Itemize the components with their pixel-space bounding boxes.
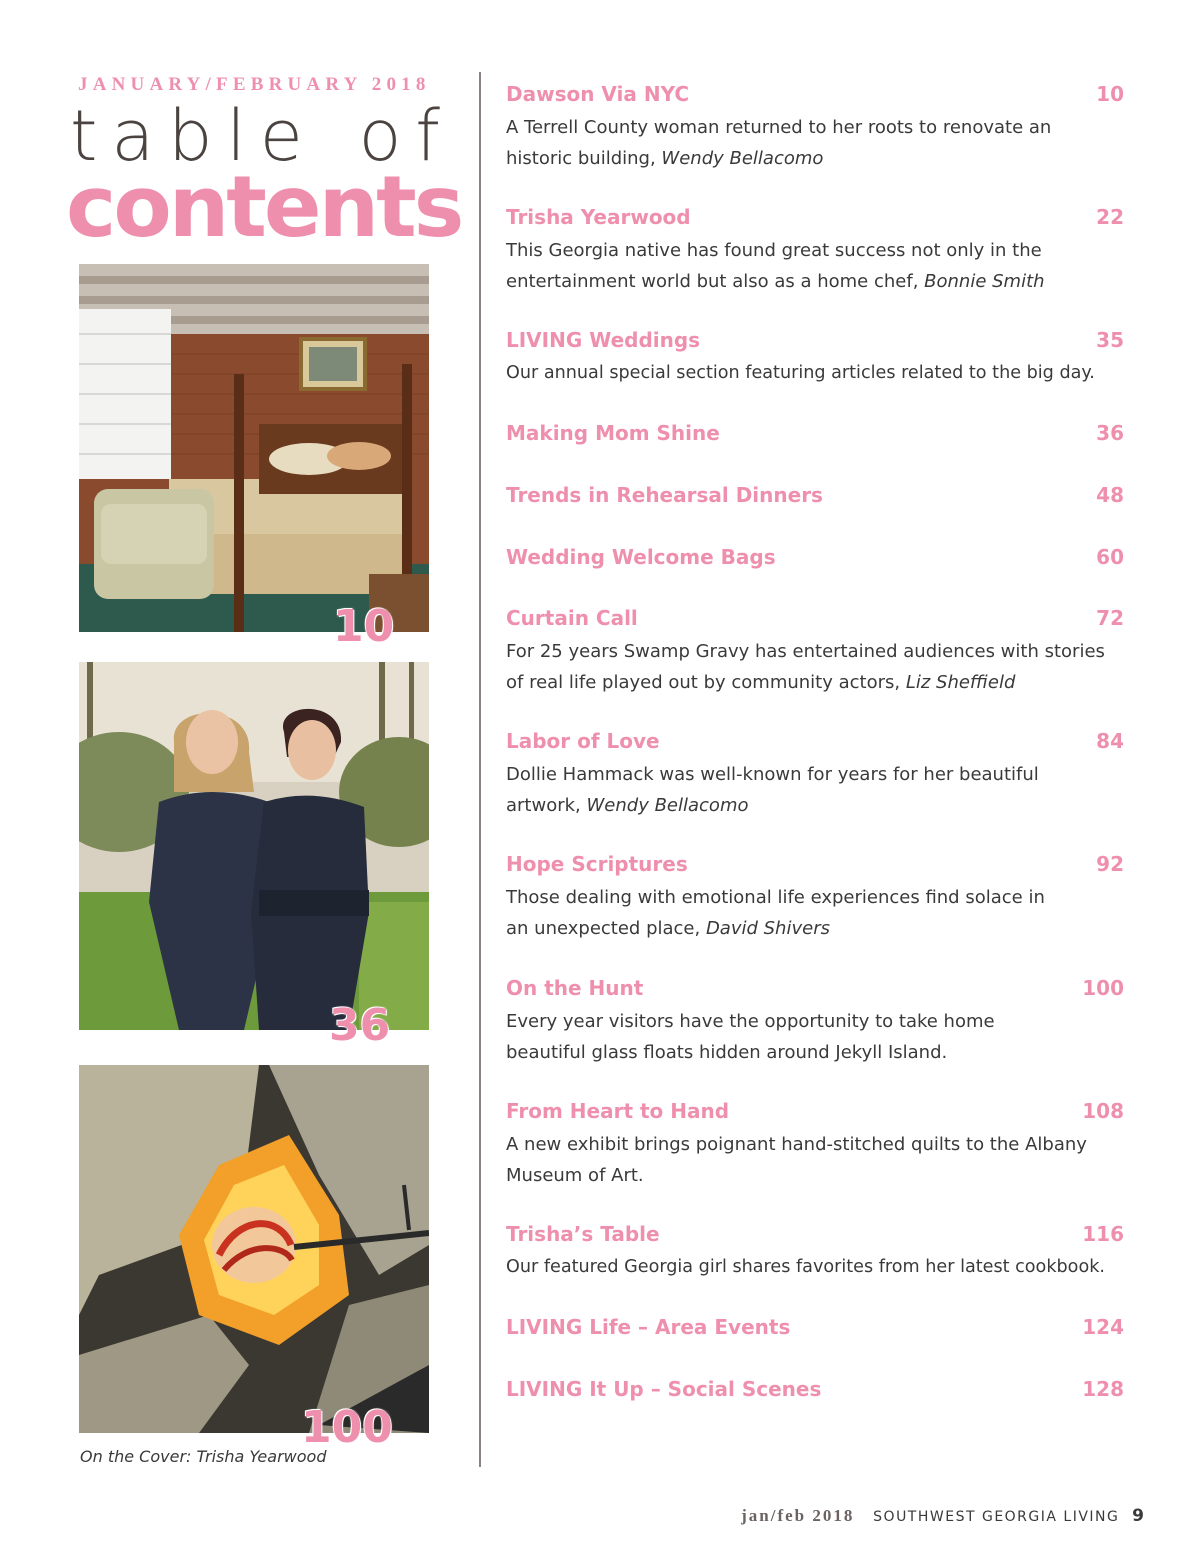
entry-description: A new exhibit brings poignant hand-stitched quilts to the Albany Museum of Art. xyxy=(506,1134,1087,1186)
issue-date: JANUARY/FEBRUARY 2018 xyxy=(78,74,431,95)
page-number: 9 xyxy=(1132,1506,1144,1526)
entry-description: For 25 years Swamp Gravy has entertained audiences with stories of real life played out by community actors, Liz Sheffield xyxy=(506,641,1105,693)
toc-entry[interactable] xyxy=(506,1099,1124,1191)
entry-title[interactable]: On the Hunt xyxy=(506,976,644,1000)
entry-page: 22 xyxy=(1096,205,1124,229)
title-contents: contents xyxy=(66,158,462,257)
entry-title[interactable]: LIVING Weddings xyxy=(506,328,701,352)
cover-caption: On the Cover: Trisha Yearwood xyxy=(80,1447,327,1466)
entry-author: Wendy Bellacomo xyxy=(661,148,824,169)
entry-page: 10 xyxy=(1096,82,1124,106)
entry-title[interactable]: Labor of Love xyxy=(506,729,660,753)
entry-title[interactable]: LIVING It Up – Social Scenes xyxy=(506,1377,822,1401)
entry-page: 84 xyxy=(1096,729,1124,753)
entry-page: 36 xyxy=(1096,421,1124,445)
entry-title[interactable]: Trisha Yearwood xyxy=(506,205,691,229)
entry-author: Liz Sheffield xyxy=(905,672,1016,693)
footer-magazine: SOUTHWEST GEORGIA LIVING xyxy=(873,1509,1120,1525)
two-women-photo[interactable] xyxy=(79,662,429,1030)
entry-page: 92 xyxy=(1096,852,1124,876)
photo-page-label: 36 xyxy=(329,1000,391,1051)
entry-title[interactable]: From Heart to Hand xyxy=(506,1099,730,1123)
left-column xyxy=(0,0,470,1558)
entry-page: 100 xyxy=(1082,976,1124,1000)
entry-title[interactable]: Trisha’s Table xyxy=(506,1222,660,1246)
photo-page-label: 10 xyxy=(333,601,395,652)
toc-entry[interactable] xyxy=(506,606,1124,698)
toc-entry[interactable] xyxy=(506,328,1124,389)
toc-entry[interactable] xyxy=(506,205,1124,297)
toc-entry[interactable] xyxy=(506,483,1124,507)
toc-entry[interactable] xyxy=(506,729,1124,821)
entry-description: Dollie Hammack was well-known for years for her beautiful artwork, Wendy Bellacomo xyxy=(506,764,1039,816)
title-letter: o xyxy=(358,95,402,177)
toc-entry[interactable] xyxy=(506,1377,1124,1401)
entry-title[interactable]: Making Mom Shine xyxy=(506,421,720,445)
entry-page: 124 xyxy=(1082,1315,1124,1339)
entry-title[interactable]: LIVING Life – Area Events xyxy=(506,1315,791,1339)
glassblowing-photo[interactable] xyxy=(79,1065,429,1433)
toc-entry[interactable] xyxy=(506,1222,1124,1283)
photo-page-label: 100 xyxy=(301,1402,393,1453)
bedroom-photo[interactable] xyxy=(79,264,429,632)
toc-entry[interactable] xyxy=(506,545,1124,569)
column-divider xyxy=(479,72,481,1467)
entry-page: 128 xyxy=(1082,1377,1124,1401)
entry-description: A Terrell County woman returned to her roots to renovate an historic building, Wendy Bellacomo xyxy=(506,117,1052,169)
title-letter: e xyxy=(259,95,303,177)
entry-description: Every year visitors have the opportunity to take home beautiful glass floats hidden around Jekyll Island. xyxy=(506,1011,995,1063)
page-footer xyxy=(741,1506,1144,1526)
entry-author: David Shivers xyxy=(705,918,830,939)
footer-date: jan/feb 2018 xyxy=(741,1506,855,1525)
entry-title[interactable]: Trends in Rehearsal Dinners xyxy=(506,483,823,507)
entry-page: 60 xyxy=(1096,545,1124,569)
entry-page: 72 xyxy=(1096,606,1124,630)
toc-entry[interactable] xyxy=(506,421,1124,445)
entry-page: 108 xyxy=(1082,1099,1124,1123)
entry-author: Wendy Bellacomo xyxy=(586,795,749,816)
title-letter: f xyxy=(415,95,440,177)
entry-page: 35 xyxy=(1096,328,1124,352)
title-letter: b xyxy=(168,95,213,177)
toc-entry[interactable] xyxy=(506,852,1124,944)
title-letter: a xyxy=(111,95,155,177)
entry-author: Bonnie Smith xyxy=(924,271,1045,292)
entry-description: This Georgia native has found great success not only in the entertainment world but also as a home chef, Bonnie Smith xyxy=(506,240,1045,292)
title-letter: l xyxy=(226,95,246,177)
entry-description: Those dealing with emotional life experiences find solace in an unexpected place, David Shivers xyxy=(506,887,1045,939)
entry-title[interactable]: Dawson Via NYC xyxy=(506,82,690,106)
entry-title[interactable]: Wedding Welcome Bags xyxy=(506,545,776,569)
entry-title[interactable]: Hope Scriptures xyxy=(506,852,688,876)
toc-entry[interactable] xyxy=(506,82,1124,174)
entry-title[interactable]: Curtain Call xyxy=(506,606,638,630)
entry-page: 48 xyxy=(1096,483,1124,507)
title-letter: t xyxy=(70,95,98,177)
entry-description: Our featured Georgia girl shares favorites from her latest cookbook. xyxy=(506,1257,1105,1277)
toc-entry[interactable] xyxy=(506,976,1124,1068)
entry-page: 116 xyxy=(1082,1222,1124,1246)
toc-entry[interactable] xyxy=(506,1315,1124,1339)
entry-description: Our annual special section featuring articles related to the big day. xyxy=(506,363,1095,383)
